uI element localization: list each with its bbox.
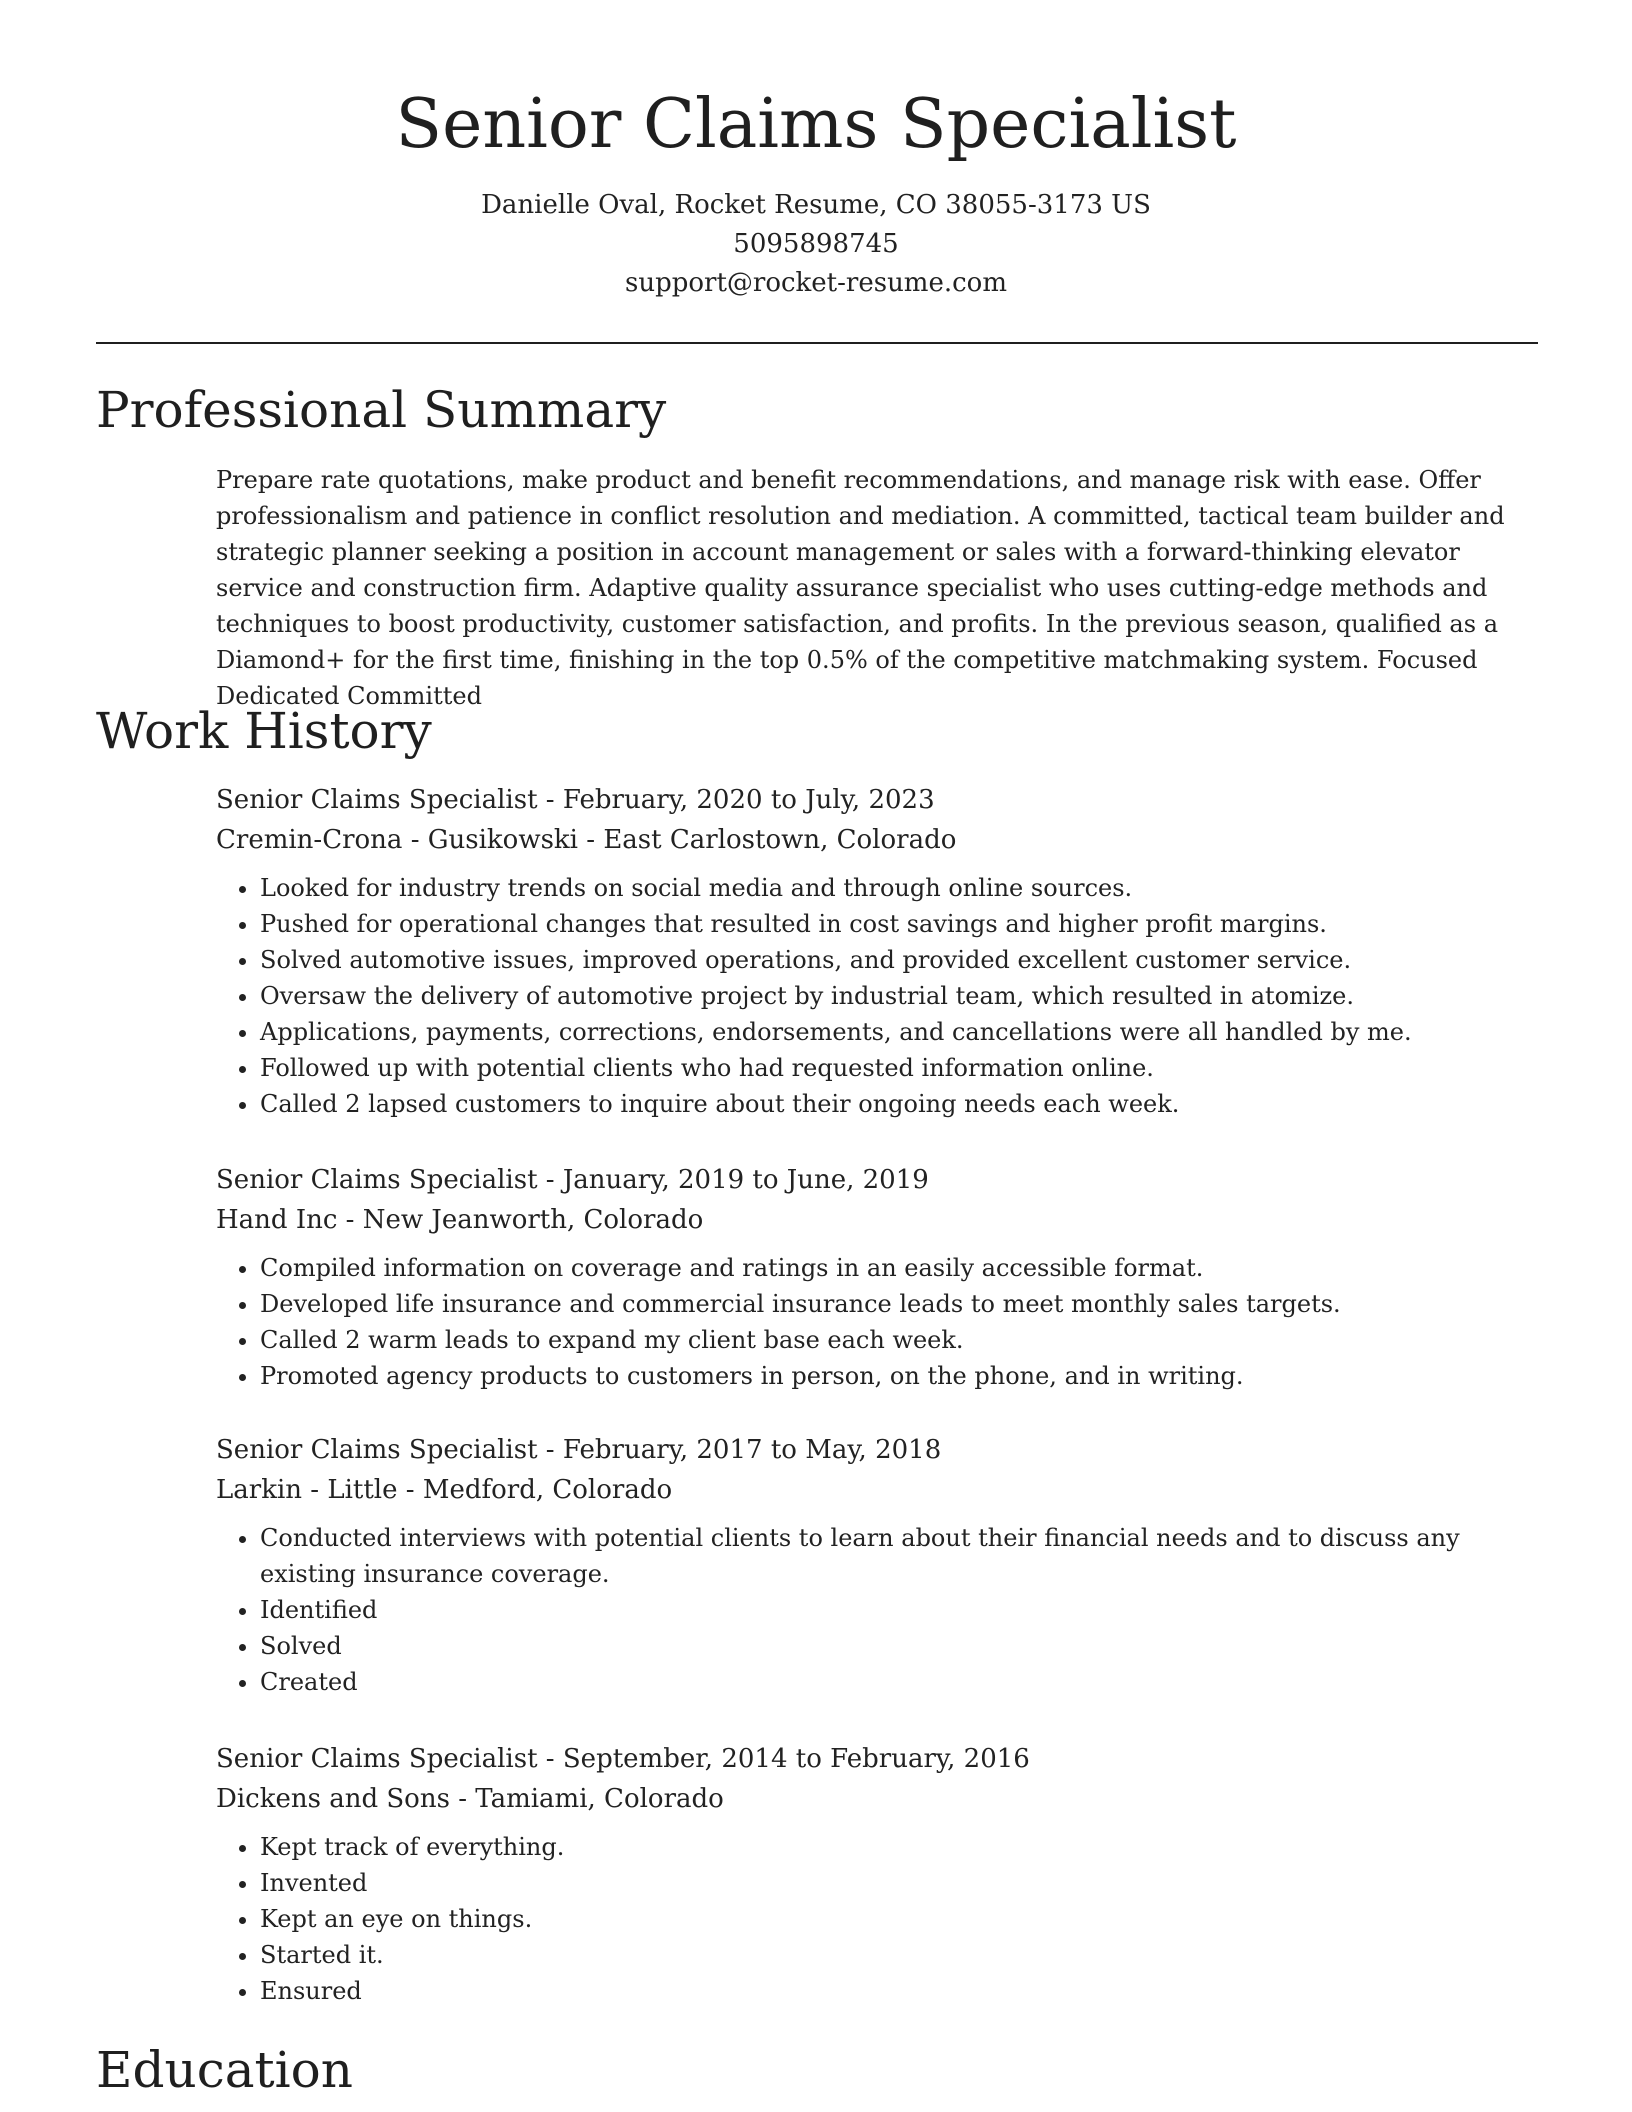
list-item: • Called 2 lapsed customers to inquire about their ongoing needs each week.	[260, 1086, 1540, 1122]
job-company: Hand Inc	[216, 1205, 338, 1235]
list-item: • Solved automotive issues, improved operations, and provided excellent customer service.	[260, 942, 1540, 978]
job-title: Senior Claims Specialist	[216, 1165, 538, 1195]
list-item: • Ensured	[260, 1973, 1540, 2009]
job-bullets	[216, 1829, 1540, 2009]
list-item: • Kept an eye on things.	[260, 1901, 1540, 1937]
job-bullets	[216, 1250, 1540, 1394]
list-item: • Developed life insurance and commercial insurance leads to meet monthly sales targets.	[260, 1286, 1540, 1322]
job-company-line: Larkin - Little - Medford, Colorado	[216, 1475, 673, 1505]
list-item: • Conducted interviews with potential clients to learn about their financial needs and to discuss any existing insurance coverage.	[260, 1520, 1540, 1592]
job-company-line: Hand Inc - New Jeanworth, Colorado	[216, 1205, 704, 1235]
job-entry	[216, 1739, 1540, 2009]
list-item: • Pushed for operational changes that resulted in cost savings and higher profit margins.	[260, 906, 1540, 942]
resume-header	[0, 80, 1632, 303]
job-location: East Carlostown, Colorado	[603, 825, 957, 855]
job-bullets	[216, 870, 1540, 1122]
work-history-heading: Work History	[96, 702, 432, 760]
job-location: New Jeanworth, Colorado	[362, 1205, 704, 1235]
list-item: • Applications, payments, corrections, endorsements, and cancellations were all handled by me.	[260, 1014, 1540, 1050]
job-title-line: Senior Claims Specialist - September, 2014 to February, 2016	[216, 1744, 1030, 1774]
list-item: • Invented	[260, 1865, 1540, 1901]
job-title: Senior Claims Specialist	[216, 1744, 538, 1774]
list-item: • Started it.	[260, 1937, 1540, 1973]
job-title: Senior Claims Specialist	[216, 785, 538, 815]
header-divider	[96, 342, 1538, 344]
job-dates: February, 2020 to July, 2023	[562, 785, 935, 815]
job-location: Medford, Colorado	[422, 1475, 673, 1505]
job-title-line: Senior Claims Specialist - February, 2017 to May, 2018	[216, 1435, 942, 1465]
job-location: Tamiami, Colorado	[475, 1784, 724, 1814]
summary-text: Prepare rate quotations, make product and benefit recommendations, and manage risk with ease. Offer professionalism and patience in conflict resolution and mediation. A committed, tactical team builder and strategic planner seeking a position in account management or sales with a forward-thinking elevator service and construction firm. Adaptive quality assurance specialist who uses cutting-edge methods and techniques to boost productivity, customer satisfaction, and profits. In the previous season, qualified as a Diamond+ for the first time, finishing in the top 0.5% of the competitive matchmaking system. Focused Dedicated Committed	[216, 466, 1505, 710]
job-bullets	[216, 1520, 1540, 1700]
job-entry	[216, 1430, 1540, 1700]
job-dates: January, 2019 to June, 2019	[562, 1165, 929, 1195]
job-entry	[216, 1160, 1540, 1394]
job-title-line: Senior Claims Specialist - February, 2020 to July, 2023	[216, 785, 935, 815]
job-company: Larkin - Little	[216, 1475, 398, 1505]
list-item: • Solved	[260, 1628, 1540, 1664]
job-company: Dickens and Sons	[216, 1784, 450, 1814]
contact-phone: 5095898745	[733, 229, 899, 259]
list-item: • Looked for industry trends on social media and through online sources.	[260, 870, 1540, 906]
job-dates: February, 2017 to May, 2018	[562, 1435, 942, 1465]
list-item: • Oversaw the delivery of automotive project by industrial team, which resulted in atomize.	[260, 978, 1540, 1014]
job-title: Senior Claims Specialist	[216, 1435, 538, 1465]
job-company-line: Cremin-Crona - Gusikowski - East Carlostown, Colorado	[216, 825, 957, 855]
job-entry	[216, 780, 1540, 1122]
list-item: • Created	[260, 1664, 1540, 1700]
job-company: Cremin-Crona - Gusikowski	[216, 825, 578, 855]
list-item: • Kept track of everything.	[260, 1829, 1540, 1865]
contact-email: support@rocket-resume.com	[624, 268, 1007, 298]
job-dates: September, 2014 to February, 2016	[562, 1744, 1030, 1774]
job-company-line: Dickens and Sons - Tamiami, Colorado	[216, 1784, 724, 1814]
contact-address: Danielle Oval, Rocket Resume, CO 38055-3173 US	[481, 190, 1151, 220]
list-item: • Identified	[260, 1592, 1540, 1628]
summary-heading: Professional Summary	[96, 381, 667, 439]
job-title-line: Senior Claims Specialist - January, 2019 to June, 2019	[216, 1165, 929, 1195]
list-item: • Promoted agency products to customers in person, on the phone, and in writing.	[260, 1358, 1540, 1394]
list-item: • Called 2 warm leads to expand my client base each week.	[260, 1322, 1540, 1358]
list-item: • Compiled information on coverage and ratings in an easily accessible format.	[260, 1250, 1540, 1286]
list-item: • Followed up with potential clients who had requested information online.	[260, 1050, 1540, 1086]
education-heading: Education	[96, 2041, 353, 2099]
contact-info	[0, 186, 1632, 303]
candidate-title: Senior Claims Specialist	[395, 85, 1237, 164]
